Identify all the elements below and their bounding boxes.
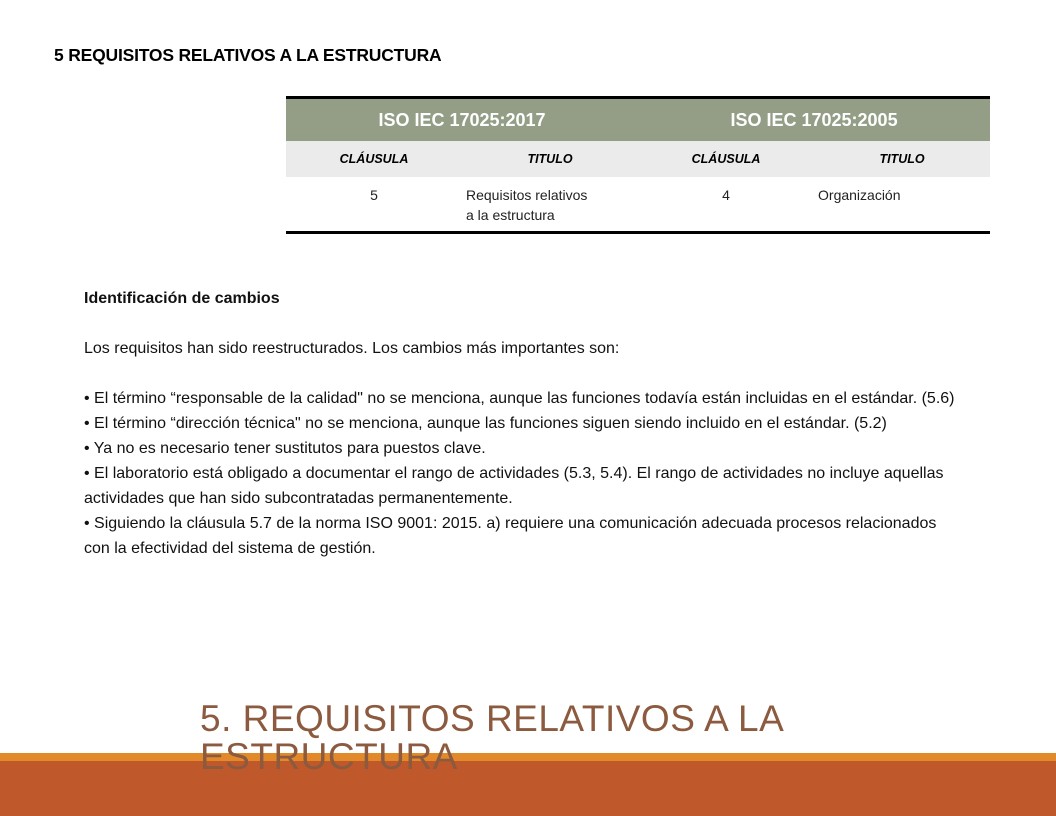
table-header-row (286, 98, 990, 142)
header-2005: ISO IEC 17025:2005 (638, 98, 990, 142)
header-2017: ISO IEC 17025:2017 (286, 98, 638, 142)
bullet-item: • El término “responsable de la calidad" no se menciona, aunque las funciones todavía están incluidas en el estándar. (5.6) (84, 390, 955, 407)
subheader-title-2017: TITULO (462, 141, 638, 177)
cell-title-2017-line2: a la estructura (466, 207, 555, 223)
subheader-clause-2017: CLÁUSULA (286, 141, 462, 177)
top-heading: 5 REQUISITOS RELATIVOS A LA ESTRUCTURA (54, 45, 442, 65)
bullet-item: • Siguiendo la cláusula 5.7 de la norma ISO 9001: 2015. a) requiere una comunicación adecuada procesos relacionados con la efectividad del sistema de gestión. (84, 515, 937, 557)
cell-title-2005: Organización (814, 177, 990, 233)
section-title: Identificación de cambios (84, 290, 280, 307)
cell-clause-2017: 5 (286, 177, 462, 233)
bullet-item: • El término “dirección técnica" no se menciona, aunque las funciones siguen siendo incluido en el estándar. (5.2) (84, 415, 887, 432)
bullet-item: • El laboratorio está obligado a documentar el rango de actividades (5.3, 5.4). El rango de actividades no incluye aquellas actividades que han sido subcontratadas permanentemente. (84, 465, 944, 507)
subheader-title-2005: TITULO (814, 141, 990, 177)
cell-clause-2005: 4 (638, 177, 814, 233)
intro-text: Los requisitos han sido reestructurados. Los cambios más importantes son: (84, 340, 620, 357)
slide-title: 5. REQUISITOS RELATIVOS A LA ESTRUCTURA (200, 698, 783, 777)
changes-section (84, 286, 964, 561)
cell-title-2017-line1: Requisitos relativos (466, 187, 588, 203)
bullet-item: • Ya no es necesario tener sustitutos para puestos clave. (84, 440, 486, 457)
table-row (286, 177, 990, 233)
comparison-table (286, 96, 990, 234)
subheader-clause-2005: CLÁUSULA (638, 141, 814, 177)
table-subheader-row (286, 141, 990, 177)
cell-title-2017 (462, 177, 638, 233)
